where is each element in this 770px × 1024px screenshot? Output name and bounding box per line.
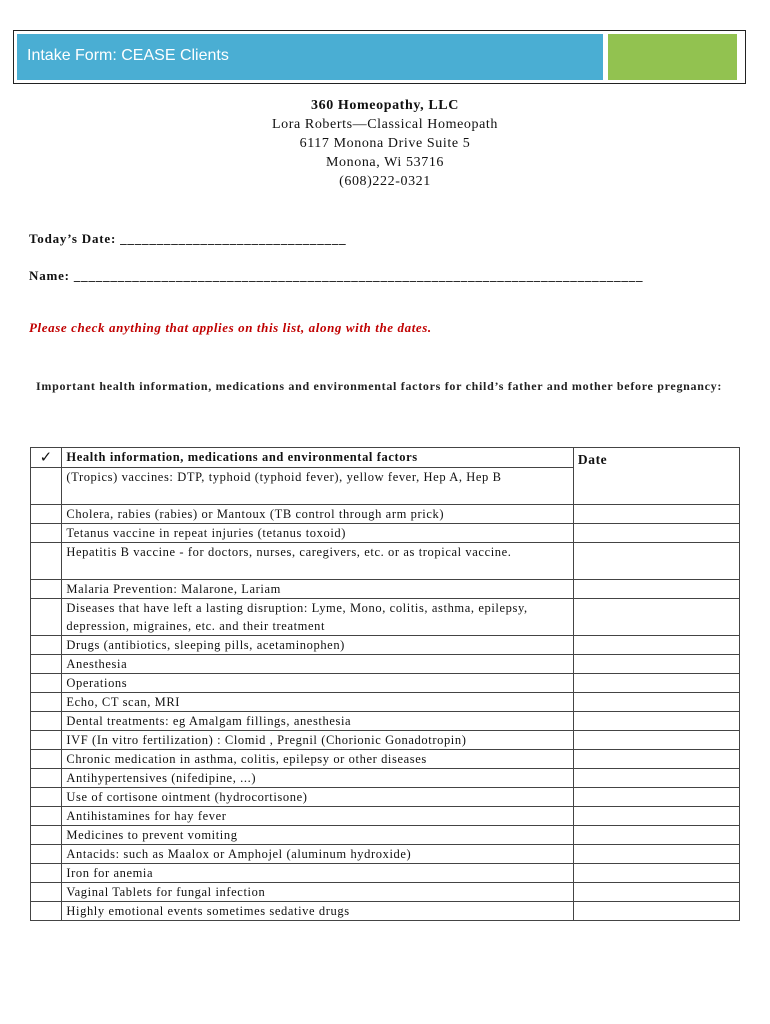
address-line-2: Monona, Wi 53716: [325, 155, 445, 170]
table-row: [31, 750, 740, 769]
row-factor-text: Anesthesia: [62, 655, 573, 674]
row-date-cell[interactable]: [573, 788, 739, 807]
row-date-cell[interactable]: [573, 599, 739, 636]
row-date-cell[interactable]: [573, 524, 739, 543]
row-checkbox-cell[interactable]: [31, 788, 62, 807]
row-date-cell[interactable]: [573, 883, 739, 902]
practice-name: 360 Homeopathy, LLC: [311, 98, 459, 113]
row-date-cell[interactable]: [573, 902, 739, 921]
row-date-cell[interactable]: [573, 864, 739, 883]
table-row: [31, 826, 740, 845]
row-factor-text: Hepatitis B vaccine - for doctors, nurses, caregivers, etc. or as tropical vaccine.: [62, 543, 573, 580]
table-header-row: [31, 448, 740, 468]
row-checkbox-cell[interactable]: [31, 731, 62, 750]
row-factor-text: Antihistamines for hay fever: [62, 807, 573, 826]
table-row: [31, 845, 740, 864]
row-factor-text: Operations: [62, 674, 573, 693]
row-factor-text: Antihypertensives (nifedipine, ...): [62, 769, 573, 788]
factor-header: Health information, medications and environmental factors: [66, 450, 418, 464]
row-checkbox-cell[interactable]: [31, 524, 62, 543]
row-factor-text: Chronic medication in asthma, colitis, epilepsy or other diseases: [62, 750, 573, 769]
row-date-cell[interactable]: [573, 505, 739, 524]
row-date-cell[interactable]: [573, 543, 739, 580]
row-factor-text: Antacids: such as Maalox or Amphojel (aluminum hydroxide): [62, 845, 573, 864]
row-factor-text: Medicines to prevent vomiting: [62, 826, 573, 845]
section-intro: Important health information, medications and environmental factors for child’s father and mother before pregnancy:: [36, 379, 723, 393]
row-checkbox-cell[interactable]: [31, 807, 62, 826]
row-date-cell[interactable]: [573, 655, 739, 674]
row-checkbox-cell[interactable]: [31, 468, 62, 505]
factor-header-cell: [62, 448, 573, 468]
row-date-cell[interactable]: [573, 845, 739, 864]
row-checkbox-cell[interactable]: [31, 636, 62, 655]
row-date-cell[interactable]: [573, 693, 739, 712]
todays-date-field[interactable]: Today’s Date: _______________________________: [29, 231, 347, 246]
row-checkbox-cell[interactable]: [31, 750, 62, 769]
table-row: [31, 769, 740, 788]
table-row: [31, 902, 740, 921]
row-checkbox-cell[interactable]: [31, 674, 62, 693]
name-field[interactable]: Name: ______________________________________________________________________________: [29, 268, 644, 283]
form-title: Intake Form: CEASE Clients: [27, 47, 229, 64]
table-row: [31, 655, 740, 674]
row-factor-text: (Tropics) vaccines: DTP, typhoid (typhoid fever), yellow fever, Hep A, Hep B: [62, 468, 573, 505]
table-row: [31, 712, 740, 731]
row-factor-text: Vaginal Tablets for fungal infection: [62, 883, 573, 902]
row-factor-text: Highly emotional events sometimes sedative drugs: [62, 902, 573, 921]
row-checkbox-cell[interactable]: [31, 712, 62, 731]
row-factor-text: Dental treatments: eg Amalgam fillings, anesthesia: [62, 712, 573, 731]
table-row: [31, 599, 740, 636]
date-header-cell: [573, 448, 739, 505]
row-date-cell[interactable]: [573, 769, 739, 788]
row-factor-text: Diseases that have left a lasting disruption: Lyme, Mono, colitis, asthma, epilepsy, depression, migraines, etc. and their treatment: [62, 599, 573, 636]
row-factor-text: IVF (In vitro fertilization) : Clomid , Pregnil (Chorionic Gonadotropin): [62, 731, 573, 750]
checkmark-icon: ✓: [39, 448, 53, 466]
form-title-band: [17, 34, 603, 80]
table-row: [31, 807, 740, 826]
row-factor-text: Malaria Prevention: Malarone, Lariam: [62, 580, 573, 599]
row-date-cell[interactable]: [573, 826, 739, 845]
row-checkbox-cell[interactable]: [31, 902, 62, 921]
phone-number: (608)222-0321: [339, 174, 431, 189]
row-factor-text: Cholera, rabies (rabies) or Mantoux (TB control through arm prick): [62, 505, 573, 524]
row-factor-text: Drugs (antibiotics, sleeping pills, acetaminophen): [62, 636, 573, 655]
table-row: [31, 543, 740, 580]
date-header: Date: [577, 452, 608, 467]
table-row: [31, 580, 740, 599]
row-checkbox-cell[interactable]: [31, 883, 62, 902]
check-header-cell: [31, 448, 62, 468]
table-row: [31, 524, 740, 543]
row-date-cell[interactable]: [573, 807, 739, 826]
health-factors-table: [30, 447, 740, 921]
row-date-cell[interactable]: [573, 580, 739, 599]
row-factor-text: Iron for anemia: [62, 864, 573, 883]
row-checkbox-cell[interactable]: [31, 693, 62, 712]
table-row: [31, 788, 740, 807]
row-factor-text: Tetanus vaccine in repeat injuries (tetanus toxoid): [62, 524, 573, 543]
table-row: [31, 883, 740, 902]
row-checkbox-cell[interactable]: [31, 826, 62, 845]
table-row: [31, 674, 740, 693]
row-date-cell[interactable]: [573, 636, 739, 655]
row-date-cell[interactable]: [573, 750, 739, 769]
row-checkbox-cell[interactable]: [31, 769, 62, 788]
row-factor-text: Use of cortisone ointment (hydrocortisone): [62, 788, 573, 807]
table-row: [31, 693, 740, 712]
table-row: [31, 505, 740, 524]
row-checkbox-cell[interactable]: [31, 505, 62, 524]
row-checkbox-cell[interactable]: [31, 580, 62, 599]
row-checkbox-cell[interactable]: [31, 655, 62, 674]
row-checkbox-cell[interactable]: [31, 543, 62, 580]
address-line-1: 6117 Monona Drive Suite 5: [299, 136, 471, 151]
row-checkbox-cell[interactable]: [31, 845, 62, 864]
instruction-text: Please check anything that applies on this list, along with the dates.: [29, 320, 432, 335]
row-checkbox-cell[interactable]: [31, 864, 62, 883]
row-date-cell[interactable]: [573, 731, 739, 750]
table-row: [31, 636, 740, 655]
row-date-cell[interactable]: [573, 712, 739, 731]
row-checkbox-cell[interactable]: [31, 599, 62, 636]
practitioner-name: Lora Roberts—Classical Homeopath: [271, 117, 499, 132]
table-row: [31, 731, 740, 750]
row-factor-text: Echo, CT scan, MRI: [62, 693, 573, 712]
practice-info: [0, 96, 770, 191]
row-date-cell[interactable]: [573, 674, 739, 693]
table-row: [31, 864, 740, 883]
header-accent-block: [608, 34, 737, 80]
